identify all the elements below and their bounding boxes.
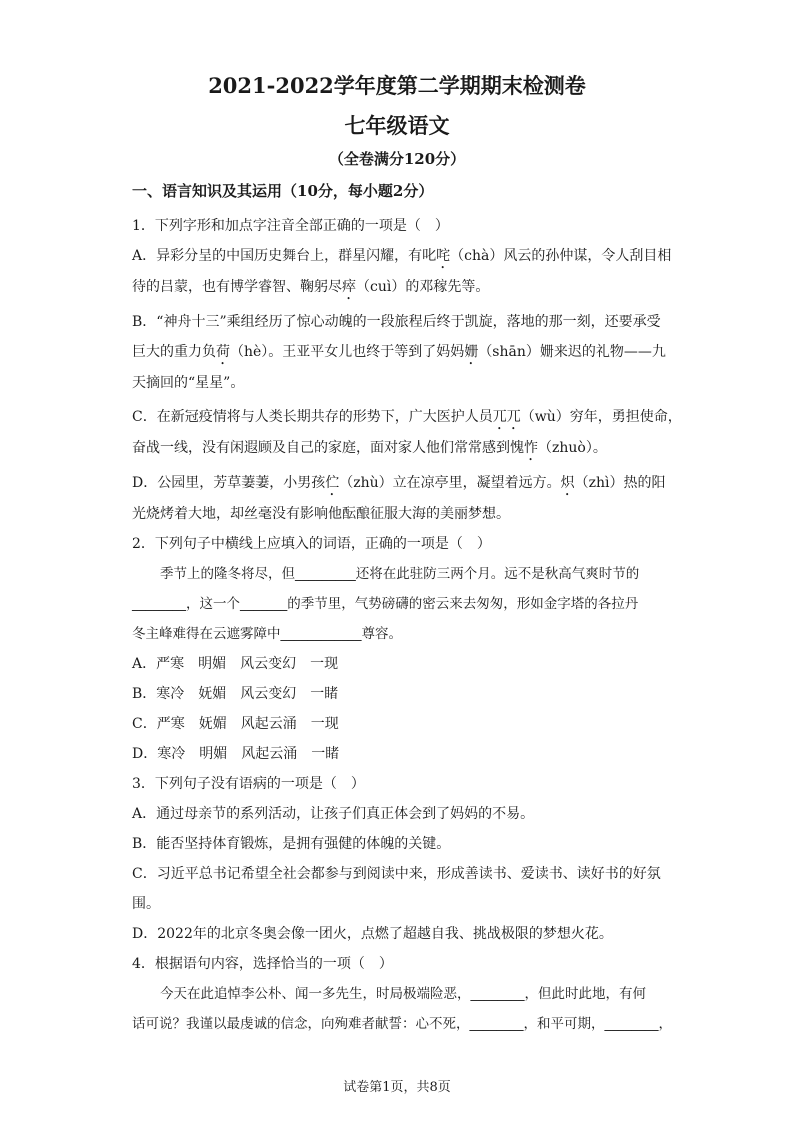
q1-option-a: A．异彩分呈的中国历史舞台上，群星闪耀，有叱咤（chà）风云的孙仲谋，令人刮目相 [132, 248, 672, 264]
emphasis-char: 荷 [216, 344, 230, 360]
q3-option-c: C．习近平总书记希望全社会都参与到阅读中来，形成善读书、爱读书、读好书的好氛 [132, 866, 661, 882]
emphasis-char: 怍 [524, 440, 538, 456]
q2-option-a: A．严寒 明媚 风云变幻 一现 [132, 656, 339, 672]
emphasis-char: 咤 [436, 248, 451, 264]
q4-stem: 4．根据语句内容，选择恰当的一项（ ） [132, 956, 393, 972]
emphasis-char: 姗 [464, 344, 479, 360]
exam-title: 2021-2022学年度第二学期期末检测卷 [208, 73, 586, 98]
q2-option-d: D．寒冷 明媚 风起云涌 一睹 [132, 746, 340, 762]
q2-passage-line: 冬主峰难得在云遮雾障中____________尊容。 [132, 626, 402, 642]
q2-passage-line: ________，这一个_______的季节里，气势磅礴的密云来去匆匆，形如金字塔的各拉丹 [132, 596, 639, 612]
emphasis-char: 兀兀 [492, 409, 521, 425]
q1-option-d: D．公园里，芳草萋萋，小男孩伫（zhù）立在凉亭里，凝望着远方。炽（zhì）热的阳 [132, 475, 666, 491]
q3-option-a: A．通过母亲节的系列活动，让孩子们真正体会到了妈妈的不易。 [132, 806, 535, 822]
q1-stem: 1．下列字形和加点字注音全部正确的一项是（ ） [132, 218, 449, 234]
q1-option-b: B．“神舟十三”乘组经历了惊心动魄的一段旅程后终于凯旋，落地的那一刻，还要承受 [132, 314, 661, 330]
emphasis-char: 瘁 [342, 279, 356, 295]
q3-option-d: D．2022年的北京冬奥会像一团火，点燃了超越自我、挑战极限的梦想火花。 [132, 926, 613, 942]
section-heading: 一、语言知识及其运用（10分，每小题2分） [132, 182, 434, 200]
q3-option-c-cont: 围。 [132, 896, 160, 912]
q1-option-b-cont: 巨大的重力负荷（hè）。王亚平女儿也终于等到了妈妈姗（shān）姗来迟的礼物——九 [132, 344, 666, 360]
page-footer: 试卷第1页，共8页 [343, 1080, 451, 1095]
q4-passage-line: 话可说？我谨以最虔诚的信念，向殉难者献誓：心不死，________，和平可期，________， [132, 1016, 672, 1032]
questions-body [132, 211, 682, 1039]
q1-option-c: C．在新冠疫情将与人类长期共存的形势下，广大医护人员兀兀（wù）穷年，勇担使命， [132, 409, 682, 425]
emphasis-char: 伫 [325, 475, 340, 491]
q1-option-a-cont: 待的吕蒙，也有博学睿智、鞠躬尽瘁（cuì）的邓稼先等。 [132, 279, 490, 295]
q2-option-b: B．寒冷 妩媚 风云变幻 一睹 [132, 686, 339, 702]
q3-option-b: B．能否坚持体育锻炼，是拥有强健的体魄的关键。 [132, 836, 451, 852]
q1-option-c-cont: 奋战一线，没有闲遐顾及自己的家庭，面对家人他们常常感到愧怍（zhuò）。 [132, 440, 607, 456]
q4-passage-line: 今天在此追悼李公朴、闻一多先生，时局极端险恶，________，但此时此地，有何 [160, 986, 646, 1002]
exam-subject: 七年级语文 [344, 113, 450, 138]
q2-passage-line: 季节上的隆冬将尽，但_________还将在此驻防三两个月。远不是秋高气爽时节的 [160, 566, 640, 582]
emphasis-char: 炽 [560, 475, 575, 491]
q2-option-c: C．严寒 妩媚 风起云涌 一现 [132, 716, 339, 732]
q3-stem: 3．下列句子没有语病的一项是（ ） [132, 776, 365, 792]
q1-option-d-cont: 光烧烤着大地，却丝毫没有影响他酝酿征服大海的美丽梦想。 [132, 506, 510, 522]
q2-stem: 2．下列句子中横线上应填入的词语，正确的一项是（ ） [132, 536, 491, 552]
q1-option-b-cont2: 天摘回的“星星”。 [132, 375, 245, 391]
score-note: （全卷满分120分） [328, 150, 466, 168]
